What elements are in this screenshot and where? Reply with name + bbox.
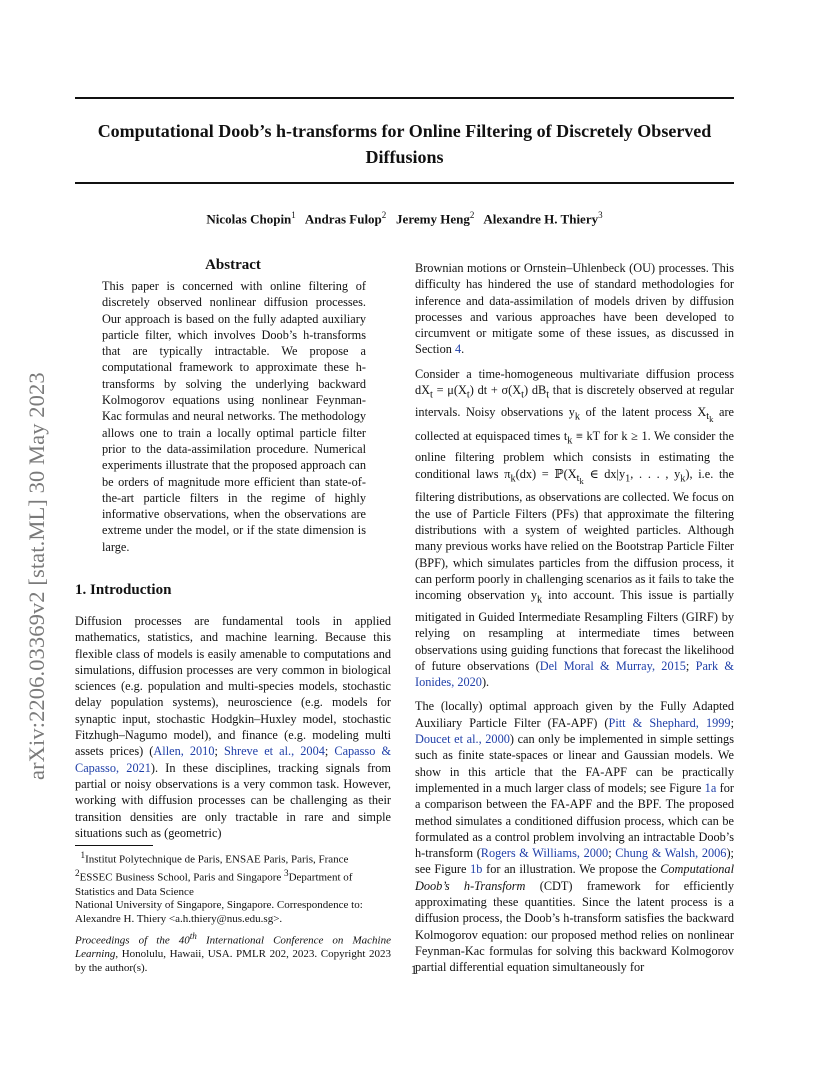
author-affiliation: 2 — [381, 210, 387, 220]
text-run: ) dt + σ(X — [469, 383, 522, 398]
citation-link[interactable]: Allen, 2010 — [153, 744, 215, 759]
text-run: ; — [214, 744, 224, 759]
text-run: ; — [324, 744, 335, 759]
figure-ref-link[interactable]: 1a — [704, 780, 717, 795]
text-run: Diffusion processes are fundamental tools in applied mathematics, statistics, and machine learning. Because this flexible class of models is easily amenable to computations and simulations, diffusion processes are very common in biological sciences (e.g. population and multi-species models, stochastic delay population systems), neuroscience (e.g. models for synaptic input, stochastic Hodgkin–Huxley model, stochastic Fitzhugh–Nagumo model), and finance (e.g. modeling multi assets prices) ( — [75, 614, 391, 759]
text-run: ; — [608, 846, 616, 861]
text-run: ). — [481, 675, 490, 690]
text-run: for a comparison between the FA-APF and the BPF. The proposed method simulates a conditioned diffusion process, which can be formulated as a control problem involving an intractable Doob’s h-transform ( — [415, 780, 734, 861]
text-run: Brownian motions or Ornstein–Uhlenbeck (OU) processes. This difficulty has hindered the use of standard methodologies for inference and data-assimilation of models driven by diffusion processes and various approaches have been developed to circumvent or mitigate some of these issues, as discussed in Section — [415, 261, 734, 357]
footnote-rule — [75, 845, 153, 846]
author-name: Alexandre H. Thiery — [483, 211, 599, 227]
author-name: Jeremy Heng — [396, 211, 470, 227]
citation-link[interactable]: Capasso & Capasso, 2021 — [75, 744, 392, 775]
author-name: Nicolas Chopin — [206, 211, 292, 227]
page-number: 1 — [410, 962, 418, 977]
text-run: th — [189, 931, 197, 941]
text-run: of the latent process X — [580, 404, 707, 419]
author-name: Andras Fulop — [304, 211, 382, 227]
footnote-marker: 2 — [75, 868, 80, 879]
footnote-affiliation-3: National University of Singapore, Singapore. Correspondence to: Alexandre H. Thiery <a.h.thiery@nus.edu.sg>. — [75, 899, 363, 925]
text-run: Department of Statistics and Data Science — [75, 871, 353, 898]
top-rule — [75, 97, 734, 99]
text-run: Proceedings of the 40 — [75, 934, 190, 947]
paragraph: Consider a time-homogeneous multivariate diffusion process $dX_t = \mu(X_t)$ dt + $\sigma(X_t)$ $dB_t$ that is discretely observed at regular intervals. Noisy observations $y_k$ of the latent process $X_{t_k}$ are collected at equispaced times $t_k$ ≡ kT for k ≥ 1. We consider the online filtering problem which consists in estimating the conditional laws $\pi_k(dx)$ = $ℙ(X_{t_k}$ ∈ $dx|y_1$, . . . , $y_k$), i.e. the filtering distributions, as observations are collected. We focus on the use of Particle Filters (PFs) that approximate the filtering distributions with a system of weighted particles. Although many previous works have relied on the Bootstrap Particle Filter (BPF), which simulates particles from the diffusion process, it can perform poorly in challenging scenarios as it fails to take the incoming observation $y_k$ into account. This issue is partially mitigated in Guided Intermediate Resampling Filters (GIRF) by relying on resampling at intermediate times between observations using guiding functions that forecast the likelihood of future observations (Del Moral & Murray, 2015; Park & Ionides, 2020). — [415, 366, 735, 690]
emphasis-text: Computational Doob’s h-Transform — [415, 862, 734, 893]
author-affiliation: 2 — [469, 210, 475, 220]
citation-link[interactable]: Del Moral & Murray, 2015 — [539, 658, 686, 673]
text-run: ), i.e. the filtering distributions, as observations are collected. We focus on the use of Particle Filters (PFs) that approximate the filtering distributions with a system of weighted particles. Although many previous works have relied on the Bootstrap Particle Filter (BPF), which simulates particles from the diffusion process, it can perform poorly in challenging scenarios as it fails to take the incoming observation y — [415, 466, 734, 603]
text-run: Institut Polytechnique de Paris, ENSAE Paris, Paris, France — [85, 853, 349, 866]
citation-link[interactable]: Park & Ionides, 2020 — [415, 658, 734, 690]
author-affiliation: 3 — [598, 210, 603, 220]
citation-link[interactable]: Chung & Walsh, 2006 — [615, 846, 727, 861]
footnote-marker: 3 — [284, 868, 289, 879]
right-column — [415, 260, 734, 984]
footnote-affiliation-1 — [75, 849, 391, 867]
footnote-marker: 1 — [80, 850, 86, 860]
text-run: International Conference on Machine Learning — [75, 934, 391, 961]
intro-paragraph — [75, 613, 391, 841]
text-run: (dx) = ℙ(X — [515, 466, 577, 481]
footnote-affiliation-2 — [75, 867, 391, 899]
figure-ref-link[interactable]: 1b — [470, 862, 483, 877]
text-run: into account. This issue is partially mitigated in Guided Intermediate Resampling Filters (GIRF) by relying on resampling at intermediate times between observations using guiding functions that forecast the likelihood of future observations ( — [415, 588, 734, 673]
citation-link[interactable]: Shreve et al., 2004 — [223, 744, 325, 759]
text-run: ; — [730, 715, 734, 730]
text-run: ) dB — [524, 383, 547, 398]
abstract-text: This paper is concerned with online filtering of discretely observed nonlinear diffusion processes. Our approach is based on the fully adapted auxiliary particle filter, which involves Doob’s h-transforms that are typically intractable. We propose a computational framework to approximate these h-transforms by solving the underlying backward Kolmogorov equations using nonlinear Feynman-Kac formulas and neural networks. The methodology allows one to train a locally optimal particle filter prior to the data-assimilation procedure. Numerical experiments illustrate that the proposed approach can be orders of magnitude more efficient than state-of-the-art particle filters in the regime of highly informative observations, when the observations are extreme under the model, or if the state dimension is large. — [102, 279, 366, 554]
paragraph — [415, 698, 734, 975]
text-run: Consider a time-homogeneous multivariate diffusion process dX — [415, 366, 734, 398]
citation-link[interactable]: Rogers & Williams, 2000 — [480, 846, 609, 861]
footnotes — [75, 849, 391, 926]
text-run: , . . . , y — [630, 466, 681, 481]
text-run: ESSEC Business School, Paris and Singapore — [79, 871, 282, 884]
text-run: ) can only be implemented in simple settings such as finite state-spaces or linear and Gaussian models. We show in this article that the FA-APF can be practically implemented in a much larger class of models; see Figure — [415, 732, 734, 795]
text-run: . — [461, 342, 465, 357]
text-run: , Honolulu, Hawaii, USA. PMLR 202, 2023. Copyright 2023 by the author(s). — [75, 948, 391, 974]
text-run: ). In these disciplines, tracking signals from partial or noisy observations is a very common task. However, working with diffusion processes can be challenging as their transition densities are only tractable in rare and simple situations such as (geometric) — [75, 760, 391, 840]
text-run: for an illustration. We propose the — [482, 862, 661, 877]
citation-link[interactable]: Doucet et al., 2000 — [415, 732, 510, 747]
section-heading-introduction: 1. Introduction — [75, 582, 172, 598]
paragraph — [415, 260, 734, 358]
text-run: ∈ dx|y — [583, 466, 626, 481]
abstract-heading: Abstract — [205, 257, 261, 273]
section-ref-link[interactable]: 4 — [454, 342, 462, 357]
text-run: are collected at equispaced times t — [415, 404, 735, 443]
text-run: The (locally) optimal approach given by the Fully Adapted Auxiliary Particle Filter (FA-APF) ( — [415, 699, 734, 730]
citation-link[interactable]: Pitt & Shephard, 1999 — [608, 715, 731, 730]
text-run: ; — [685, 658, 696, 673]
text-run: = μ(X — [432, 383, 467, 398]
text-run: ); see Figure — [415, 846, 734, 877]
title-bottom-rule — [75, 182, 734, 184]
text-run: ≡ kT for k ≥ 1. We consider the online filtering problem which consists in estimating the conditional laws π — [415, 428, 734, 481]
author-list — [75, 210, 734, 227]
text-run: that is discretely observed at regular intervals. Noisy observations y — [415, 383, 734, 419]
author-affiliation: 1 — [291, 210, 296, 220]
text-run: (CDT) framework for efficiently approximating these quantities. Since the latent process is a diffusion process, the Doob’s h-transform satisfies the backward Kolmogorov equation: our proposed method relies on nonlinear Feynman-Kac formulas for solving this backward Kolmogorov partial differential equation simultaneously for — [415, 878, 735, 975]
arxiv-stamp: arXiv:2206.03369v2 [stat.ML] 30 May 2023 — [24, 372, 49, 780]
paper-title: Computational Doob’s h-transforms for Online Filtering of Discretely Observed Diffusions — [97, 121, 712, 167]
